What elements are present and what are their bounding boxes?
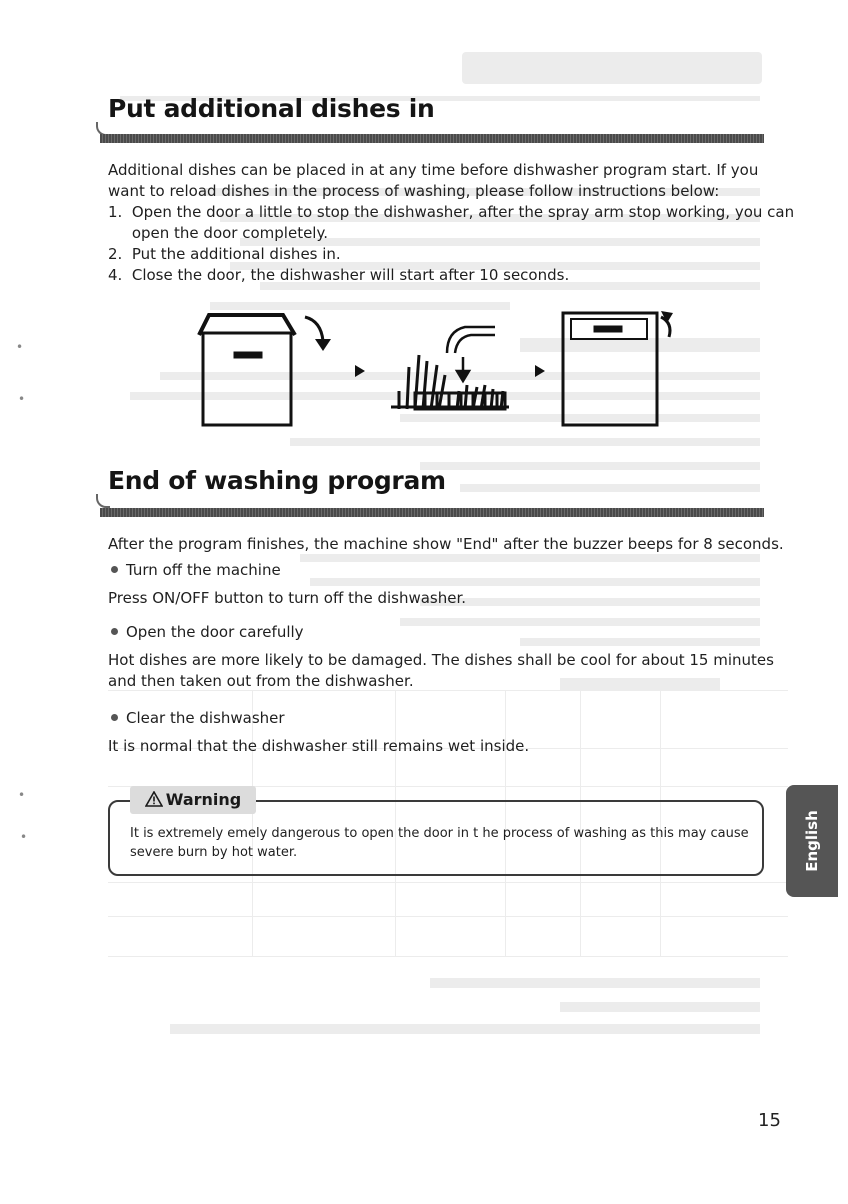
step-1-line-1: 1. Open the door a little to stop the dishwasher, after the spray arm stop working, you can bbox=[108, 203, 795, 221]
scan-speck: • bbox=[18, 392, 26, 406]
bullet-heading: Open the door carefully bbox=[126, 623, 304, 641]
clear-text: It is normal that the dishwasher still remains wet inside. bbox=[108, 737, 530, 755]
open-door-text-1: Hot dishes are more likely to be damaged. The dishes shall be cool for about 15 minutes bbox=[108, 651, 774, 669]
page-number: 15 bbox=[758, 1110, 781, 1131]
dishwasher-open-icon bbox=[199, 315, 295, 425]
warning-text bbox=[130, 824, 750, 862]
bullet-open-door bbox=[108, 622, 304, 643]
bullet-clear bbox=[108, 708, 285, 729]
warning-label bbox=[130, 786, 256, 814]
bullet-heading: Turn off the machine bbox=[126, 561, 281, 579]
play-triangle-icon bbox=[535, 365, 545, 377]
section-title-end-of-program: End of washing program bbox=[108, 466, 446, 495]
scan-speck: • bbox=[18, 788, 26, 802]
step-2: 2. Put the additional dishes in. bbox=[108, 245, 341, 263]
bullet-dot-icon bbox=[111, 714, 118, 721]
scan-speck: • bbox=[16, 340, 24, 354]
open-door-text-2: and then taken out from the dishwasher. bbox=[108, 672, 414, 690]
scan-speck: • bbox=[20, 830, 28, 844]
program-end-intro: After the program finishes, the machine show "End" after the buzzer beeps for 8 seconds. bbox=[108, 535, 784, 553]
arrow-head-icon bbox=[315, 339, 331, 351]
turn-off-text: Press ON/OFF button to turn off the dishwasher. bbox=[108, 589, 467, 607]
intro-line-1: Additional dishes can be placed in at any time before dishwasher program start. If you bbox=[108, 161, 759, 179]
heading-rule bbox=[100, 134, 764, 143]
warning-text-line-2: severe burn by hot water. bbox=[130, 845, 298, 860]
step-3: 4. Close the door, the dishwasher will start after 10 seconds. bbox=[108, 266, 570, 284]
step-1-line-2: open the door completely. bbox=[108, 224, 328, 242]
dish-rack-icon bbox=[391, 355, 509, 409]
heading-rule bbox=[100, 508, 764, 517]
language-tab-label: English bbox=[803, 810, 821, 872]
bullet-heading: Clear the dishwasher bbox=[126, 709, 285, 727]
warning-triangle-icon bbox=[145, 791, 163, 807]
language-tab bbox=[786, 785, 838, 897]
hand-icon bbox=[447, 327, 495, 381]
warning-label-text: Warning bbox=[165, 790, 242, 809]
section-title-additional-dishes: Put additional dishes in bbox=[108, 94, 435, 123]
dishwasher-closed-icon bbox=[563, 313, 657, 425]
warning-text-line-1: It is extremely emely dangerous to open the door in t he process of washing as this may cause bbox=[130, 826, 749, 841]
bullet-dot-icon bbox=[111, 566, 118, 573]
bullet-turn-off bbox=[108, 560, 281, 581]
bullet-dot-icon bbox=[111, 628, 118, 635]
arrow-curve-icon bbox=[305, 317, 323, 341]
play-triangle-icon bbox=[355, 365, 365, 377]
reload-dishes-illustration bbox=[195, 305, 675, 435]
intro-line-2: want to reload dishes in the process of washing, please follow instructions below: bbox=[108, 182, 720, 200]
